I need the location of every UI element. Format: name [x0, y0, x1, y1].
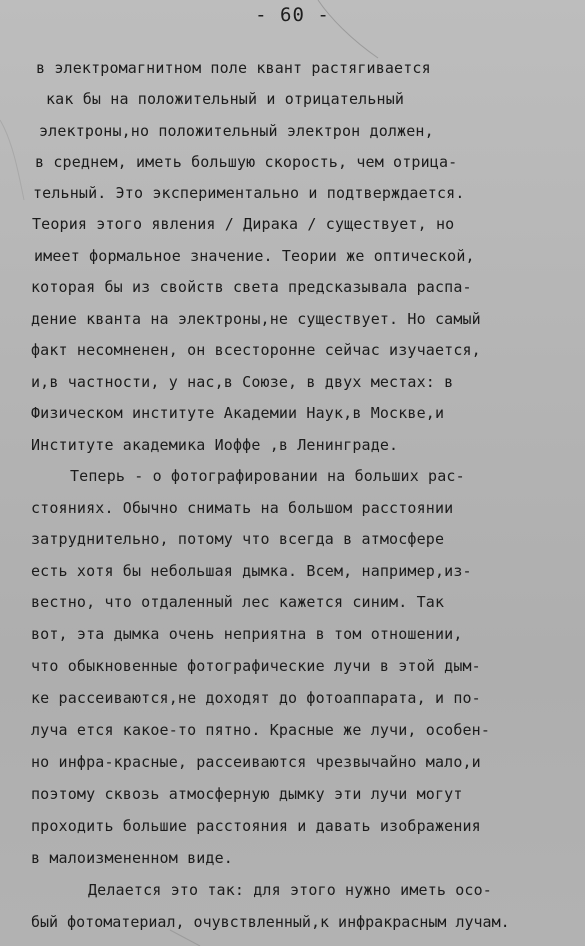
text-line: в электромагнитном поле квант растягивается — [36, 59, 431, 77]
text-line: факт несомненен, он всесторонне сейчас изучается, — [31, 341, 481, 359]
text-line: Теперь - о фотографировании на больших рас- — [70, 467, 465, 485]
text-line: вестно, что отдаленный лес кажется синим. Так — [31, 593, 445, 611]
text-line: Физическом институте Академии Наук,в Москве,и — [31, 404, 445, 422]
text-line: бый фотоматериал, очувствленный,к инфракрасным лучам. — [31, 913, 510, 931]
text-line: тельный. Это экспериментально и подтверждается. — [33, 184, 465, 202]
text-line: Институте академика Иоффе ,в Ленинграде. — [31, 436, 399, 454]
text-line: которая бы из свойств света предсказывала распа- — [31, 278, 472, 296]
text-line: есть хотя бы небольшая дымка. Всем, например,из- — [31, 562, 472, 580]
text-line: поэтому сквозь атмосферную дымку эти лучи могут — [31, 785, 463, 803]
text-line: электроны,но положительный электрон должен, — [39, 122, 434, 140]
text-line: Теория этого явления / Дирака / существует, но — [32, 215, 455, 233]
text-line: в среднем, иметь большую скорость, чем отрица- — [35, 153, 458, 171]
text-line: имеет формальное значение. Теории же оптической, — [34, 247, 475, 265]
text-line: дение кванта на электроны,не существует. Но самый — [31, 310, 481, 328]
page-number: - 60 - — [255, 4, 330, 26]
text-line: но инфра-красные, рассеиваются чрезвычайно мало,и — [31, 753, 481, 771]
text-line: Делается это так: для этого нужно иметь осо- — [88, 881, 492, 899]
text-line: что обыкновенные фотографические лучи в этой дым- — [31, 657, 481, 675]
text-line: как бы на положительный и отрицательный — [46, 90, 405, 108]
text-line: вот, эта дымка очень неприятна в том отношении, — [31, 625, 463, 643]
text-line: и,в частности, у нас,в Союзе, в двух местах: в — [31, 373, 454, 391]
text-line: проходить большие расстояния и давать изображения — [31, 817, 481, 835]
text-line: ке рассеиваются,не доходят до фотоаппарата, и по- — [31, 689, 481, 707]
text-line: стояниях. Обычно снимать на большом расстоянии — [31, 499, 454, 517]
text-line: в малоизмененном виде. — [31, 849, 233, 867]
text-line: луча ется какое-то пятно. Красные же лучи, особен- — [31, 721, 491, 739]
text-line: затруднительно, потому что всегда в атмосфере — [31, 530, 445, 548]
